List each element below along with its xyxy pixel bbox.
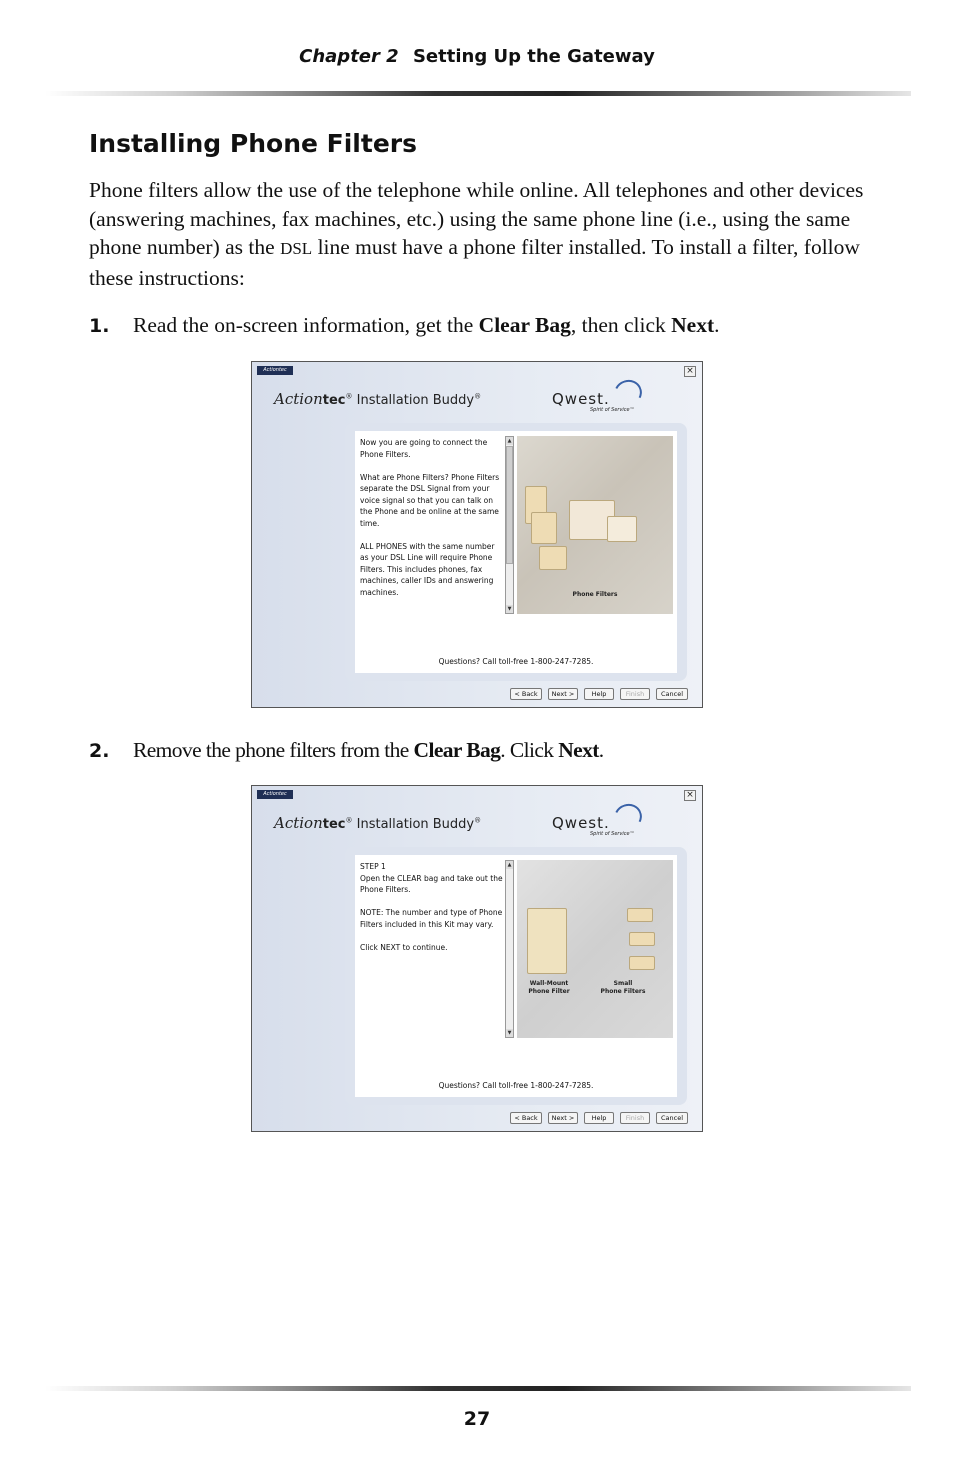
support-phone-text: Questions? Call toll-free 1-800-247-7285. — [438, 1081, 594, 1090]
cancel-button[interactable]: Cancel — [656, 688, 688, 700]
back-button[interactable]: < Back — [510, 1112, 542, 1124]
qwest-swoosh-icon — [610, 376, 645, 410]
help-button[interactable]: Help — [584, 1112, 614, 1124]
section-title: Installing Phone Filters — [89, 129, 417, 158]
step-number: 2. — [89, 740, 110, 762]
info-text: STEP 1 Open the CLEAR bag and take out the Phone Filters. NOTE: The number and type of Phone Filters included in this Kit may vary. Click NEXT to continue. — [360, 862, 503, 952]
scroll-thumb[interactable] — [506, 446, 513, 564]
next-button[interactable]: Next > — [548, 1112, 578, 1124]
content-panel — [345, 423, 687, 681]
content-panel — [345, 847, 687, 1105]
back-button[interactable]: < Back — [510, 688, 542, 700]
app-brand: Actiontec® Installation Buddy® — [274, 814, 482, 832]
footer-rule — [45, 1386, 911, 1391]
scroll-down-icon[interactable]: ▼ — [507, 1030, 512, 1036]
finish-button[interactable]: Finish — [620, 688, 650, 700]
next-button[interactable]: Next > — [548, 688, 578, 700]
cancel-button[interactable]: Cancel — [656, 1112, 688, 1124]
qwest-swoosh-icon — [610, 800, 645, 834]
wall-mount-caption: Wall-Mount Phone Filter — [528, 980, 570, 995]
photo-caption: Phone Filters — [572, 591, 618, 598]
small-filters-caption: Small Phone Filters — [600, 980, 646, 995]
intro-paragraph: Phone filters allow the use of the telephone while online. All telephones and other devices (answering machines, fax machines, etc.) using the same phone line (i.e., using the same phone number) as the DSL line must have a phone filter installed. To install a filter, follow these instructions: — [89, 178, 864, 290]
finish-button[interactable]: Finish — [620, 1112, 650, 1124]
support-phone-text: Questions? Call toll-free 1-800-247-7285. — [438, 657, 594, 666]
chapter-title: Setting Up the Gateway — [412, 46, 655, 67]
scrollbar[interactable] — [505, 436, 514, 614]
close-icon[interactable]: × — [684, 366, 696, 377]
header-rule — [45, 91, 911, 96]
scrollbar[interactable] — [505, 860, 514, 1038]
scroll-up-icon[interactable]: ▲ — [507, 862, 512, 868]
dsl-abbrev: DSL — [280, 239, 313, 259]
filters-photo — [517, 860, 673, 1038]
qwest-tagline: Spirit of Service™ — [590, 831, 635, 837]
step-text: Read the on-screen information, get the Clear Bag, then click Next. — [133, 313, 720, 337]
chapter-label: Chapter 2 — [299, 46, 399, 67]
installation-buddy-screenshot-2 — [251, 785, 703, 1132]
wall-mount-filter-image — [527, 908, 567, 974]
app-brand: Actiontec® Installation Buddy® — [274, 390, 482, 408]
qwest-logo: Qwest. — [552, 390, 610, 408]
qwest-logo: Qwest. — [552, 814, 610, 832]
info-text: Now you are going to connect the Phone Filters. What are Phone Filters? Phone Filters separate the DSL Signal from your voice signal so that you can talk on the Phone and be online at the same time. ALL PHONES with the same number as your DSL Line will require Phone Filters. This includes phones, fax machines, caller IDs and answering machines. — [360, 438, 500, 597]
page-number: 27 — [463, 1408, 491, 1430]
step-number: 1. — [89, 315, 110, 337]
actiontec-logo-tag: Actiontec — [257, 790, 293, 799]
close-icon[interactable]: × — [684, 790, 696, 801]
installation-buddy-screenshot-1 — [251, 361, 703, 708]
scroll-down-icon[interactable]: ▼ — [507, 606, 512, 612]
phone-filters-photo — [517, 436, 673, 614]
actiontec-logo-tag: Actiontec — [257, 366, 293, 375]
help-button[interactable]: Help — [584, 688, 614, 700]
qwest-tagline: Spirit of Service™ — [590, 407, 635, 413]
scroll-up-icon[interactable]: ▲ — [507, 438, 512, 444]
step-text: Remove the phone filters from the Clear Bag. Click Next. — [133, 738, 604, 762]
running-header — [0, 46, 954, 67]
